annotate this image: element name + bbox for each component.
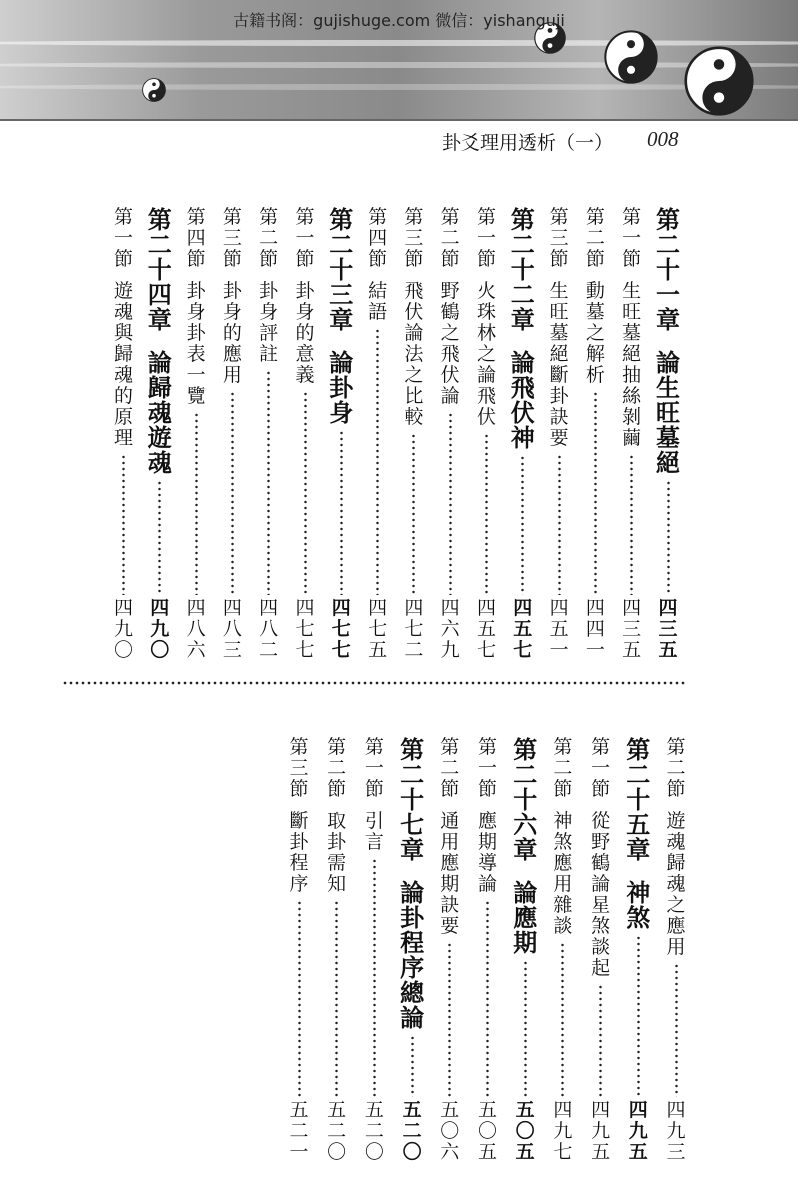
watermark-text: 古籍书阁：gujishuge.com 微信：yishanguji bbox=[233, 11, 565, 30]
toc-page-number: 四 七 五 bbox=[368, 597, 388, 661]
toc-entry-title: 第 三 節 生 旺 墓 絕 斷 卦 訣 要 bbox=[549, 206, 569, 449]
leader-dots bbox=[524, 960, 527, 1097]
leader-dots bbox=[231, 391, 234, 595]
toc-page-number: 四 三 五 bbox=[658, 597, 678, 661]
toc-entry-title: 第 一 節 應 期 導 論 bbox=[477, 736, 497, 895]
toc-chapter-entry bbox=[398, 738, 426, 1164]
leader-dots bbox=[195, 412, 198, 595]
toc-entry-title: 第 二 十 五 章 神 煞 bbox=[626, 736, 651, 932]
header-banner bbox=[0, 0, 798, 120]
toc-page-number: 五 〇 六 bbox=[440, 1099, 460, 1163]
leader-dots bbox=[630, 454, 633, 595]
toc-page-number: 四 九 〇 bbox=[113, 597, 133, 661]
toc-page-number: 五 二 〇 bbox=[327, 1099, 347, 1163]
toc-entry-title: 第 二 十 四 章 論 歸 魂 遊 魂 bbox=[147, 206, 172, 477]
leader-dots bbox=[486, 900, 489, 1097]
toc-page-number: 四 八 二 bbox=[259, 597, 279, 661]
toc-page-number: 五 〇 五 bbox=[515, 1099, 535, 1163]
toc-page-number: 四 九 七 bbox=[553, 1099, 573, 1163]
leader-dots bbox=[667, 480, 670, 595]
toc-entry-title: 第 二 十 三 章 論 卦 身 bbox=[329, 206, 354, 427]
toc-section-entry bbox=[549, 738, 577, 1164]
toc-section-entry bbox=[473, 208, 501, 662]
toc-page-number: 四 五 七 bbox=[513, 597, 533, 661]
toc-page-number: 四 六 九 bbox=[440, 597, 460, 661]
toc-section-entry bbox=[436, 208, 464, 662]
toc-entry-title: 第 二 節 通 用 應 期 訣 要 bbox=[440, 736, 460, 937]
leader-dots bbox=[637, 935, 640, 1097]
toc-page-number: 四 五 七 bbox=[476, 597, 496, 661]
toc-entry-title: 第 二 節 動 墓 之 解 析 bbox=[585, 206, 605, 386]
toc-entry-title: 第 二 節 取 卦 需 知 bbox=[327, 736, 347, 895]
toc-page-number: 四 九 三 bbox=[666, 1099, 686, 1163]
toc-section-entry bbox=[110, 208, 138, 662]
toc-chapter-entry bbox=[146, 208, 174, 662]
toc-entry-title: 第 四 節 結 語 bbox=[368, 206, 388, 323]
toc-entry-title: 第 一 節 卦 身 的 意 義 bbox=[295, 206, 315, 386]
leader-dots bbox=[599, 984, 602, 1097]
book-title: 卦爻理用透析（一） bbox=[442, 132, 614, 154]
toc-chapter-entry bbox=[654, 208, 682, 662]
toc-section-entry bbox=[545, 208, 573, 662]
leader-dots bbox=[267, 370, 270, 595]
banner-wave bbox=[0, 40, 798, 46]
leader-dots bbox=[561, 942, 564, 1097]
leader-dots bbox=[675, 963, 678, 1097]
toc-entry-title: 第 二 十 六 章 論 應 期 bbox=[513, 736, 538, 957]
header-rule bbox=[0, 119, 798, 121]
taiji-icon bbox=[142, 78, 166, 102]
leader-dots bbox=[448, 942, 451, 1097]
toc-entry-title: 第 四 節 卦 身 卦 表 一 覽 bbox=[186, 206, 206, 407]
toc-chapter-entry bbox=[624, 738, 652, 1164]
toc-entry-title: 第 一 節 從 野 鶴 論 星 煞 談 起 bbox=[591, 736, 611, 979]
toc-page-number: 五 二 〇 bbox=[402, 1099, 422, 1163]
dotted-divider bbox=[62, 681, 686, 685]
toc-entry-title: 第 三 節 飛 伏 論 法 之 比 較 bbox=[404, 206, 424, 428]
toc-page-number: 四 七 七 bbox=[331, 597, 351, 661]
toc-page-number: 五 二 〇 bbox=[364, 1099, 384, 1163]
leader-dots bbox=[158, 480, 161, 595]
page-number: 008 bbox=[647, 127, 679, 151]
toc-section-entry bbox=[323, 738, 351, 1164]
toc-entry-title: 第 二 十 七 章 論 卦 程 序 總 論 bbox=[400, 736, 425, 1032]
toc-entry-title: 第 三 節 卦 身 的 應 用 bbox=[222, 206, 242, 386]
toc-section-entry bbox=[182, 208, 210, 662]
toc-section-entry bbox=[360, 738, 388, 1164]
leader-dots bbox=[376, 328, 379, 595]
toc-page-number: 四 八 六 bbox=[186, 597, 206, 661]
leader-dots bbox=[298, 900, 301, 1097]
toc-entry-title: 第 二 節 遊 魂 歸 魂 之 應 用 bbox=[666, 736, 686, 958]
toc-section-entry bbox=[618, 208, 646, 662]
banner-wave bbox=[0, 62, 798, 68]
toc-section-entry bbox=[587, 738, 615, 1164]
toc-page-number: 四 九 〇 bbox=[150, 597, 170, 661]
toc-section-entry bbox=[474, 738, 502, 1164]
leader-dots bbox=[335, 900, 338, 1097]
leader-dots bbox=[558, 454, 561, 595]
toc-entry-title: 第 二 十 一 章 論 生 旺 墓 絕 bbox=[656, 206, 680, 477]
toc-entry-title: 第 二 節 卦 身 評 註 bbox=[259, 206, 279, 365]
toc-page-number: 五 〇 五 bbox=[477, 1099, 497, 1163]
toc-section-entry bbox=[662, 738, 690, 1164]
toc-entry-title: 第 一 節 遊 魂 與 歸 魂 的 原 理 bbox=[113, 206, 133, 449]
toc-section-entry bbox=[364, 208, 392, 662]
toc-page-number: 四 三 五 bbox=[622, 597, 642, 661]
taiji-icon bbox=[604, 30, 658, 84]
toc-entry-title: 第 二 節 神 煞 應 用 雜 談 bbox=[553, 736, 573, 937]
toc-page-number: 四 四 一 bbox=[585, 597, 605, 661]
toc-page-number: 五 二 一 bbox=[289, 1099, 309, 1163]
toc-page-number: 四 九 五 bbox=[628, 1099, 648, 1163]
toc-entry-title: 第 二 節 野 鶴 之 飛 伏 論 bbox=[440, 206, 460, 407]
leader-dots bbox=[340, 430, 343, 595]
leader-dots bbox=[373, 858, 376, 1097]
taiji-icon bbox=[684, 46, 754, 116]
leader-dots bbox=[304, 391, 307, 595]
toc-section-entry bbox=[400, 208, 428, 662]
toc-section-entry bbox=[255, 208, 283, 662]
toc-entry-title: 第 一 節 生 旺 墓 絕 抽 絲 剝 繭 bbox=[622, 206, 642, 449]
toc-entry-title: 第 一 節 火 珠 林 之 論 飛 伏 bbox=[476, 206, 496, 428]
leader-dots bbox=[594, 391, 597, 595]
toc-section-entry bbox=[581, 208, 609, 662]
toc-section-entry bbox=[436, 738, 464, 1164]
toc-chapter-entry bbox=[509, 208, 537, 662]
toc-section-entry bbox=[218, 208, 246, 662]
toc-chapter-entry bbox=[511, 738, 539, 1164]
toc-section-entry bbox=[285, 738, 313, 1164]
leader-dots bbox=[449, 412, 452, 595]
toc-entry-title: 第 二 十 二 章 論 飛 伏 神 bbox=[510, 206, 535, 452]
toc-page-number: 四 七 二 bbox=[404, 597, 424, 661]
toc-entry-title: 第 一 節 引 言 bbox=[364, 736, 384, 853]
leader-dots bbox=[122, 454, 125, 595]
toc-entry-title: 第 三 節 斷 卦 程 序 bbox=[289, 736, 309, 895]
toc-page-number: 四 七 七 bbox=[295, 597, 315, 661]
leader-dots bbox=[411, 1035, 414, 1097]
toc-section-entry bbox=[291, 208, 319, 662]
leader-dots bbox=[412, 433, 415, 595]
toc-page-number: 四 五 一 bbox=[549, 597, 569, 661]
toc-page-number: 四 八 三 bbox=[222, 597, 242, 661]
leader-dots bbox=[521, 455, 524, 595]
leader-dots bbox=[485, 433, 488, 595]
banner-wave bbox=[0, 84, 798, 90]
toc-page-number: 四 九 五 bbox=[591, 1099, 611, 1163]
toc-chapter-entry bbox=[327, 208, 355, 662]
